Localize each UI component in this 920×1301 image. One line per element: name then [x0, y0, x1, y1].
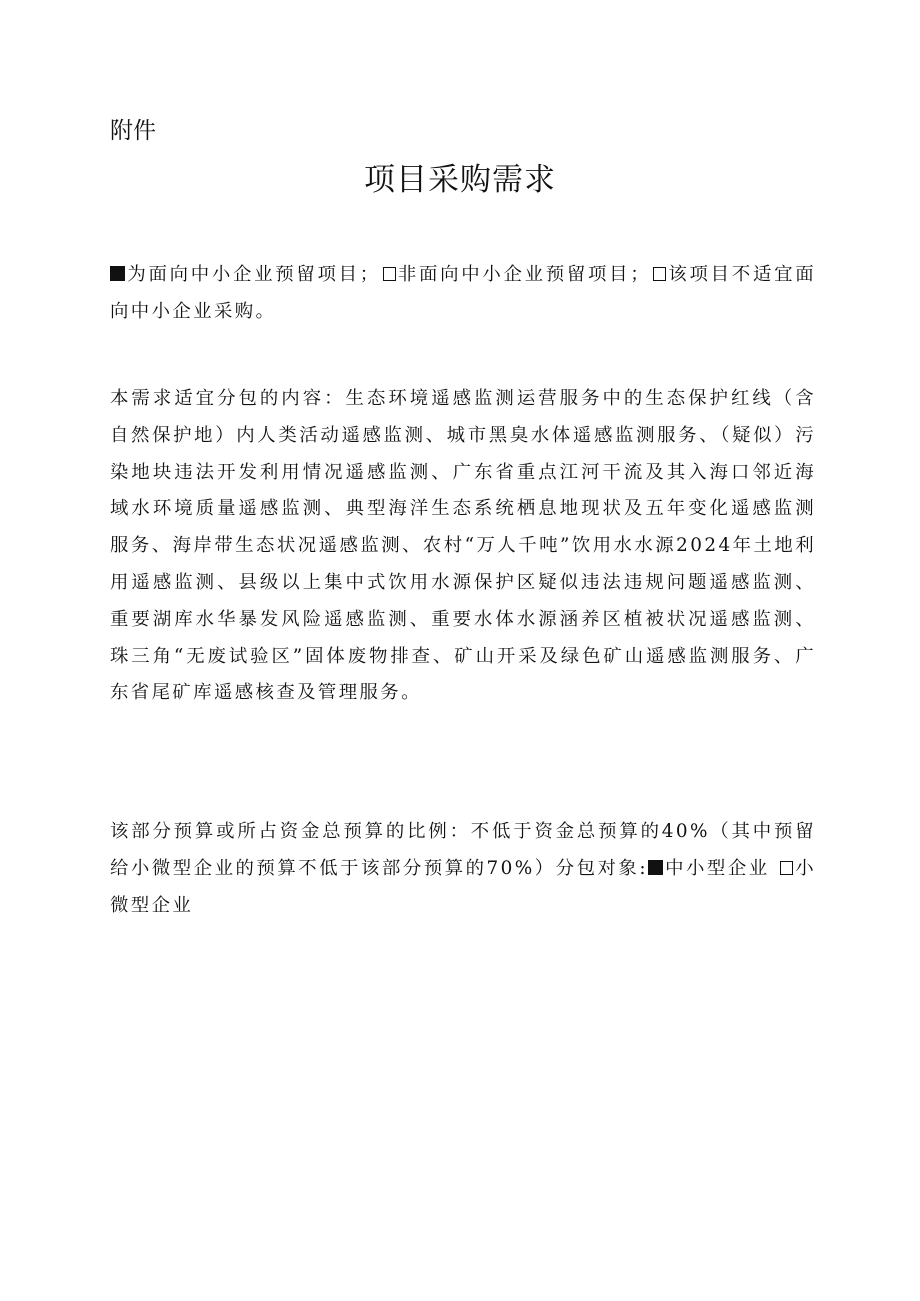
- option-non-sme-reserved-label: 非面向中小企业预留项目；: [397, 264, 652, 285]
- checked-box-icon[interactable]: [648, 860, 663, 875]
- option-micro-label: 小微型企业: [110, 857, 816, 916]
- attachment-label: 附件: [110, 118, 156, 144]
- page-title: 项目采购需求: [364, 162, 556, 198]
- option-not-suitable-label: 该项目不适宜面向中小企业采购。: [110, 264, 816, 322]
- checked-box-icon[interactable]: [110, 266, 125, 281]
- option-sme-label: 中小型企业: [664, 857, 770, 879]
- option-sme-reserved-label: 为面向中小企业预留项目；: [127, 264, 381, 285]
- sme-reservation-paragraph: [110, 257, 816, 331]
- unchecked-box-icon[interactable]: [780, 861, 793, 875]
- unchecked-box-icon[interactable]: [383, 267, 396, 281]
- subcontract-content-paragraph: 本需求适宜分包的内容：生态环境遥感监测运营服务中的生态保护红线（含自然保护地）内人类活动遥感监测、城市黑臭水体遥感监测服务、（疑似）污染地块违法开发利用情况遥感监测、广东省重点江河干流及其入海口邻近海域水环境质量遥感监测、典型海洋生态系统栖息地现状及五年变化遥感监测服务、海岸带生态状况遥感监测、农村“万人千吨”饮用水水源2024年土地利用遥感监测、县级以上集中式饮用水源保护区疑似违法违规问题遥感监测、重要湖库水华暴发风险遥感监测、重要水体水源涵养区植被状况遥感监测、珠三角“无废试验区”固体废物排查、矿山开采及绿色矿山遥感监测服务、广东省尾矿库遥感核查及管理服务。: [110, 388, 816, 704]
- budget-paragraph: [110, 814, 816, 924]
- unchecked-box-icon[interactable]: [653, 267, 666, 281]
- budget-text: 该部分预算或所占资金总预算的比例：不低于资金总预算的40%（其中预留给小微型企业的预算不低于该部分预算的70%）分包对象:: [110, 821, 816, 879]
